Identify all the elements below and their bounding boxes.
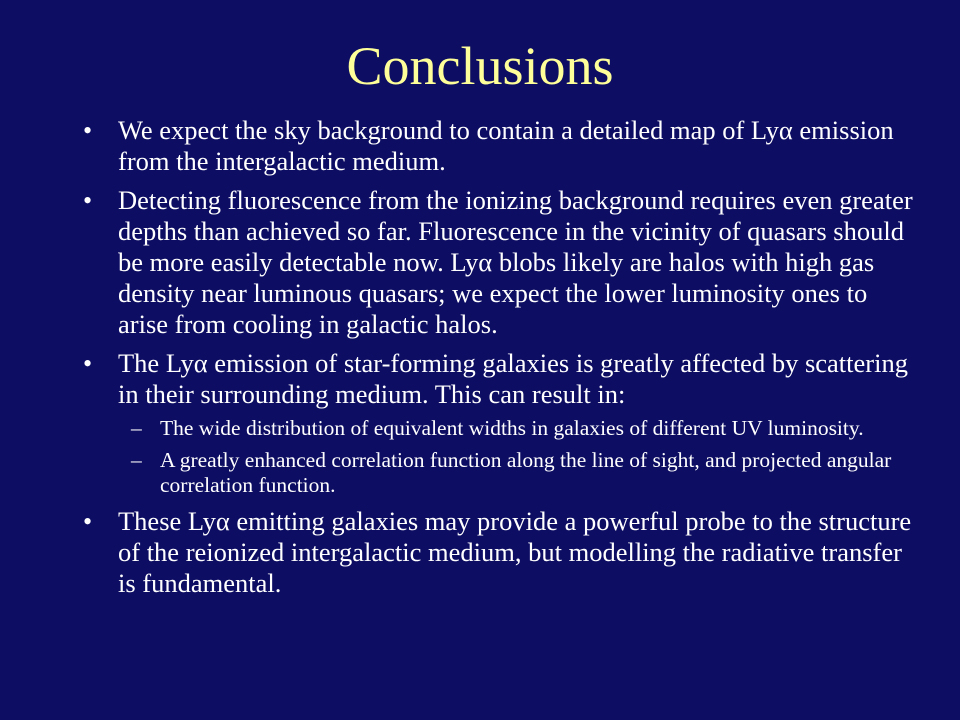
bullet-text: We expect the sky background to contain a detailed map of Lyα emission from the intergalactic medium. — [118, 115, 894, 176]
bullet-icon: • — [83, 186, 93, 215]
sub-bullet-text: The wide distribution of equivalent widths in galaxies of different UV luminosity. — [160, 416, 864, 440]
bullet-icon: • — [83, 116, 93, 145]
bullet-item-1 — [0, 115, 960, 177]
dash-icon: – — [131, 416, 142, 440]
bullet-text: Detecting fluorescence from the ionizing background requires even greater depths than achieved so far. Fluorescence in the vicinity of quasars should be more easily detectable now. Lyα blobs likely are halos with high gas density near luminous quasars; we expect the lower luminosity ones to arise from cooling in galactic halos. — [118, 185, 913, 339]
bullet-item-2 — [0, 185, 960, 340]
bullet-text: These Lyα emitting galaxies may provide a powerful probe to the structure of the reionized intergalactic medium, but modelling the radiative transfer is fundamental. — [118, 506, 912, 598]
sub-bullet-text: A greatly enhanced correlation function along the line of sight, and projected angular correlation function. — [160, 448, 892, 497]
sub-bullet-item-1 — [118, 416, 920, 441]
bullet-item-4 — [0, 506, 960, 599]
bullet-list — [0, 115, 960, 607]
sub-bullet-item-2 — [118, 448, 920, 498]
dash-icon: – — [131, 448, 142, 472]
slide-title: Conclusions — [346, 36, 614, 96]
bullet-icon: • — [83, 507, 93, 536]
bullet-text: The Lyα emission of star-forming galaxies is greatly affected by scattering in their surrounding medium. This can result in: — [118, 348, 908, 409]
bullet-icon: • — [83, 349, 93, 378]
sub-bullet-list — [118, 416, 920, 498]
bullet-item-3 — [0, 348, 960, 498]
